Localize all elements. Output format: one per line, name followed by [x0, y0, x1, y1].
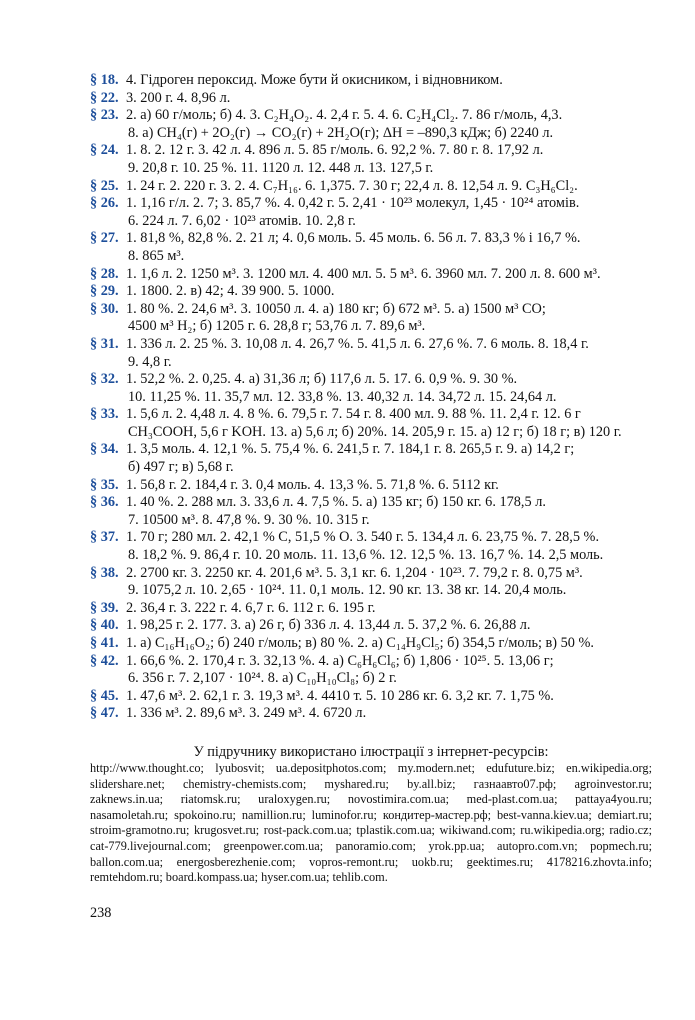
answer-line: 9. 20,8 г. 10. 25 %. 11. 1120 л. 12. 448 л. 13. 127,5 г.	[128, 159, 434, 176]
answer-entry	[90, 107, 650, 142]
answer-text	[126, 142, 650, 177]
answer-text	[126, 406, 650, 441]
section-number: § 26.	[90, 195, 119, 212]
section-number: § 34.	[90, 441, 119, 458]
section-number: § 39.	[90, 599, 119, 616]
answer-line: 1. 40 %. 2. 288 мл. 3. 33,6 л. 4. 7,5 %. 5. а) 135 кг; б) 150 кг. 6. 178,5 л.	[126, 494, 546, 511]
section-number: § 25.	[90, 177, 119, 194]
section-number: § 47.	[90, 705, 119, 722]
answer-line: 3. 200 г. 4. 8,96 л.	[126, 89, 231, 106]
answer-entry	[90, 600, 650, 618]
section-number: § 37.	[90, 529, 119, 546]
answer-text	[126, 635, 650, 653]
answer-text	[126, 653, 650, 688]
answer-line: 4500 м³ H₂; б) 1205 г. 6. 28,8 г; 53,76 л. 7. 89,6 м³.	[128, 318, 426, 335]
answer-line: 6. 224 л. 7. 6,02 · 10²³ атомів. 10. 2,8 г.	[128, 212, 356, 229]
section-number: § 45.	[90, 687, 119, 704]
answer-line: 4. Гідроген пероксид. Може бути й окисником, і відновником.	[126, 72, 503, 88]
answer-text	[126, 195, 650, 230]
answer-text	[126, 494, 650, 529]
section-number: § 23.	[90, 107, 119, 124]
answer-text	[126, 617, 650, 635]
answer-text	[126, 441, 650, 476]
answer-text	[126, 336, 650, 371]
answer-text	[126, 371, 650, 406]
answer-entry	[90, 142, 650, 177]
answer-text	[126, 178, 650, 196]
section-number: § 32.	[90, 371, 119, 388]
answer-line: 1. 3,5 моль. 4. 12,1 %. 5. 75,4 %. 6. 241,5 г. 7. 184,1 г. 8. 265,5 г. 9. а) 14,2 г;	[126, 441, 575, 458]
answer-line: 1. 70 г; 280 мл. 2. 42,1 % C, 51,5 % O. 3. 540 г. 5. 134,4 л. 6. 23,75 %. 7. 28,5 %.	[126, 529, 600, 546]
answer-line: 1. 1,6 л. 2. 1250 м³. 3. 1200 мл. 4. 400 мл. 5. 5 м³. 6. 3960 мл. 7. 200 л. 8. 600 м³.	[126, 265, 601, 282]
answer-text	[126, 705, 650, 723]
answer-entry	[90, 336, 650, 371]
answer-text	[126, 90, 650, 108]
answer-line: 1. 8. 2. 12 г. 3. 42 л. 4. 896 л. 5. 85 г/моль. 6. 92,2 %. 7. 80 г. 8. 17,92 л.	[126, 142, 544, 159]
answer-line: 2. а) 60 г/моль; б) 4. 3. C₂H₄O₂. 4. 2,4 г. 5. 4. 6. C₂H₄Cl₂. 7. 86 г/моль, 4,3.	[126, 107, 563, 124]
answer-entry	[90, 72, 650, 90]
answer-line: CH₃COOH, 5,6 г KOH. 13. а) 5,6 л; б) 20%. 14. 205,9 г. 15. а) 12 г; б) 18 г; в) 120 г.	[128, 423, 622, 440]
answer-entry	[90, 371, 650, 406]
section-number: § 40.	[90, 617, 119, 634]
answer-entry	[90, 266, 650, 284]
section-number: § 41.	[90, 635, 119, 651]
answer-line: 1. 52,2 %. 2. 0,25. 4. а) 31,36 л; б) 117,6 л. 5. 17. 6. 0,9 %. 9. 30 %.	[126, 371, 518, 388]
answer-line: 9. 1075,2 л. 10. 2,65 · 10²⁴. 11. 0,1 моль. 12. 90 кг. 13. 38 кг. 14. 20,4 моль.	[128, 582, 567, 599]
section-number: § 18.	[90, 72, 119, 88]
answer-line: 1. 81,8 %, 82,8 %. 2. 21 л; 4. 0,6 моль. 5. 45 моль. 6. 56 л. 7. 83,3 % і 16,7 %.	[126, 230, 581, 247]
answer-line: 1. 47,6 м³. 2. 62,1 г. 3. 19,3 м³. 4. 4410 т. 5. 10 286 кг. 6. 3,2 кг. 7. 1,75 %.	[126, 687, 554, 704]
answer-text	[126, 565, 650, 600]
answer-entry	[90, 688, 650, 706]
answer-entry	[90, 494, 650, 529]
answer-text	[126, 301, 650, 336]
answer-line: 1. 24 г. 2. 220 г. 3. 2. 4. C₇H₁₆. 6. 1,375. 7. 30 г; 22,4 л. 8. 12,54 л. 9. C₃H₆Cl₂.	[126, 177, 578, 194]
answer-line: 8. 18,2 %. 9. 86,4 г. 10. 20 моль. 11. 13,6 %. 12. 12,5 %. 13. 16,7 %. 14. 2,5 моль.	[128, 547, 604, 564]
section-number: § 36.	[90, 494, 119, 511]
answer-text	[126, 283, 650, 301]
answer-line: 8. а) CH₄(г) + 2O₂(г) → CO₂(г) + 2H₂O(г); ΔH = –890,3 кДж; б) 2240 л.	[128, 124, 554, 141]
answers-list	[90, 72, 650, 723]
answer-line: 9. 4,8 г.	[128, 353, 172, 370]
answer-text	[126, 477, 650, 495]
answer-text	[126, 688, 650, 706]
section-number: § 42.	[90, 652, 119, 669]
answer-text	[126, 529, 650, 564]
section-number: § 38.	[90, 564, 119, 581]
credits-title: У підручнику використано ілюстрації з інтернет-ресурсів:	[193, 744, 549, 760]
answer-entry	[90, 565, 650, 600]
answer-entry	[90, 705, 650, 723]
section-number: § 35.	[90, 476, 119, 493]
answer-text	[126, 72, 650, 90]
answer-entry	[90, 195, 650, 230]
section-number: § 31.	[90, 335, 119, 352]
answer-text	[126, 107, 650, 142]
answer-line: 1. 336 м³. 2. 89,6 м³. 3. 249 м³. 4. 6720 л.	[126, 705, 367, 722]
answer-text	[126, 230, 650, 265]
answer-entry	[90, 283, 650, 301]
section-number: § 27.	[90, 230, 119, 247]
answer-entry	[90, 529, 650, 564]
answer-entry	[90, 178, 650, 196]
answer-line: 1. 56,8 г. 2. 184,4 г. 3. 0,4 моль. 4. 13,3 %. 5. 71,8 %. 6. 5112 кг.	[126, 476, 499, 493]
answer-entry	[90, 301, 650, 336]
answer-text	[126, 600, 650, 618]
section-number: § 22.	[90, 89, 119, 106]
answer-entry	[90, 635, 650, 653]
answer-line: 2. 36,4 г. 3. 222 г. 4. 6,7 г. 6. 112 г. 6. 195 г.	[126, 599, 376, 616]
credits-block	[90, 744, 652, 886]
answer-entry	[90, 230, 650, 265]
answer-line: 7. 10500 м³. 8. 47,8 %. 9. 30 %. 10. 315 г.	[128, 511, 370, 528]
answer-line: 1. 336 л. 2. 25 %. 3. 10,08 л. 4. 26,7 %. 5. 41,5 л. 6. 27,6 %. 7. 6 моль. 8. 18,4 г.	[126, 335, 589, 352]
answer-line: 1. 66,6 %. 2. 170,4 г. 3. 32,13 %. 4. а) C₆H₆Cl₆; б) 1,806 · 10²⁵. 5. 13,06 г;	[126, 652, 554, 669]
answer-line: 1. 80 %. 2. 24,6 м³. 3. 10050 л. 4. а) 180 кг; б) 672 м³. 5. а) 1500 м³ CO;	[126, 300, 546, 317]
answer-line: 2. 2700 кг. 3. 2250 кг. 4. 201,6 м³. 5. 3,1 кг. 6. 1,204 · 10²³. 7. 79,2 г. 8. 0,75 м³.	[126, 564, 583, 581]
answer-entry	[90, 441, 650, 476]
section-number: § 24.	[90, 142, 119, 159]
answer-entry	[90, 617, 650, 635]
answer-line: 1. 5,6 л. 2. 4,48 л. 4. 8 %. 6. 79,5 г. 7. 54 г. 8. 400 мл. 9. 88 %. 11. 2,4 г. 12. 6 г	[126, 406, 581, 423]
answer-line: 10. 11,25 %. 11. 35,7 мл. 12. 33,8 %. 13. 40,32 л. 14. 34,72 л. 15. 24,64 л.	[128, 388, 557, 405]
section-number: § 29.	[90, 283, 119, 300]
page-number: 238	[90, 905, 112, 921]
answer-entry	[90, 406, 650, 441]
answer-entry	[90, 477, 650, 495]
section-number: § 28.	[90, 265, 119, 282]
answer-text	[126, 266, 650, 284]
answer-line: 1. а) C₁₆H₁₆O₂; б) 240 г/моль; в) 80 %. 2. а) C₁₄H₉Cl₅; б) 354,5 г/моль; в) 50 %.	[126, 635, 594, 651]
answer-line: б) 497 г; в) 5,68 г.	[128, 459, 234, 476]
answer-entry	[90, 90, 650, 108]
credits-body: http://www.thought.co; lyubosvit; ua.depositphotos.com; my.modern.net; edufuture.biz; en.wikipedia.org; slidershare.net; chemistry-chemists.com; myshared.ru; by.all.biz; газнаавто07.рф; agroinvestor.ru; zaknews.in.ua; riatomsk.ru; uraloxygen.ru; novostimira.com.ua; med-plast.com.ua; pattaya4you.ru; nasamoletah.ru; spokoino.ru; namillion.ru; luminofor.ru; кондитер-мастер.рф; best-vanna.kiev.ua; demiart.ru; stroim-gramotno.ru; krugosvet.ru; rost-pack.com.ua; tplastik.com.ua; wikiwand.com; ru.wikipedia.org; radio.cz; cat-779.livejournal.com; greenpower.com.ua; panoramio.com; yrok.pp.ua; autopro.com.vn; popmech.ru; ballon.com.ua; energosberezhenie.com; vopros-remont.ru; uokb.ru; geektimes.ru; 4178216.zhovta.info; remtehdom.ru; board.kompass.ua; hyser.com.ua; tehlib.com.	[90, 761, 652, 885]
answer-line: 1. 98,25 г. 2. 177. 3. а) 26 г, б) 336 л. 4. 13,44 л. 5. 37,2 %. 6. 26,88 л.	[126, 617, 531, 634]
section-number: § 33.	[90, 406, 119, 423]
answer-line: 1. 1,16 г/л. 2. 7; 3. 85,7 %. 4. 0,42 г. 5. 2,41 · 10²³ молекул, 1,45 · 10²⁴ атомів.	[126, 195, 580, 212]
section-number: § 30.	[90, 300, 119, 317]
answer-entry	[90, 653, 650, 688]
answer-line: 8. 865 м³.	[128, 247, 185, 264]
answer-line: 1. 1800. 2. в) 42; 4. 39 900. 5. 1000.	[126, 283, 335, 300]
answer-line: 6. 356 г. 7. 2,107 · 10²⁴. 8. а) C₁₀H₁₀Cl₈; б) 2 г.	[128, 670, 397, 687]
